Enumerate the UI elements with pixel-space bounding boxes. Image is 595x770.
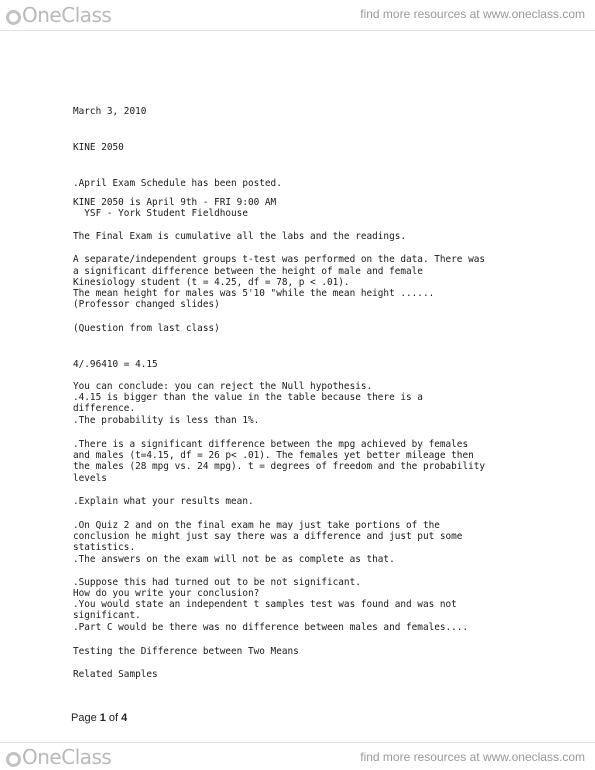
text-line: 4/.96410 = 4.15 <box>73 359 158 370</box>
text-line: The Final Exam is cumulative all the labs and the readings. <box>73 231 407 242</box>
text-line: .On Quiz 2 and on the final exam he may just take portions of the <box>73 520 440 531</box>
footer-logo-text: OneClass <box>22 745 112 769</box>
text-line: The mean height for males was 5'10 "while the mean height ...... <box>73 288 435 299</box>
text-line: the males (28 mpg vs. 24 mpg). t = degrees of freedom and the probability <box>73 461 486 472</box>
text-line: (Question from last class) <box>73 323 220 334</box>
text-line: statistics. <box>73 542 136 553</box>
text-line: Related Samples <box>73 669 158 680</box>
text-line: KINE 2050 is April 9th - FRI 9:00 AM <box>73 197 277 208</box>
text-line: (Professor changed slides) <box>73 299 220 310</box>
text-line: significant. <box>73 610 141 621</box>
text-line: .4.15 is bigger than the value in the table because there is a <box>73 392 423 403</box>
text-line: March 3, 2010 <box>73 106 147 117</box>
page-header <box>0 0 595 30</box>
page-footer <box>0 743 595 770</box>
page-prefix: Page <box>71 712 100 724</box>
oneclass-logo-icon <box>6 10 21 25</box>
header-divider <box>0 30 595 31</box>
text-line: YSF - York Student Fieldhouse <box>73 208 248 219</box>
text-line: .The probability is less than 1%. <box>73 415 260 426</box>
text-line: .There is a significant difference between the mpg achieved by females <box>73 439 469 450</box>
find-more-link[interactable]: find more resources at www.oneclass.com <box>360 7 585 21</box>
text-line: You can conclude: you can reject the Null hypothesis. <box>73 381 373 392</box>
text-line: Kinesiology student (t = 4.25, df = 78, p < .01). <box>73 277 350 288</box>
text-line: Testing the Difference between Two Means <box>73 646 299 657</box>
page-current: 1 <box>99 712 106 724</box>
page-total: 4 <box>121 712 128 724</box>
text-line: levels <box>73 473 107 484</box>
oneclass-footer-logo-icon <box>6 752 21 767</box>
text-line: .April Exam Schedule has been posted. <box>73 178 282 189</box>
text-line: a significant difference between the height of male and female <box>73 266 423 277</box>
text-line: .Part C would be there was no difference between males and females.... <box>73 622 469 633</box>
page-of: of <box>105 712 122 724</box>
text-line: How do you write your conclusion? <box>73 588 260 599</box>
oneclass-logo[interactable] <box>6 3 111 27</box>
text-line: A separate/independent groups t-test was performed on the data. There was <box>73 254 486 265</box>
footer-find-more-link[interactable]: find more resources at www.oneclass.com <box>360 750 585 764</box>
logo-text: OneClass <box>22 3 112 27</box>
page-number <box>71 712 127 724</box>
text-line: .Explain what your results mean. <box>73 496 254 507</box>
text-line: and males (t=4.15, df = 26 p< .01). The females yet better mileage then <box>73 450 474 461</box>
text-line: difference. <box>73 403 136 414</box>
text-line: KINE 2050 <box>73 142 124 153</box>
oneclass-footer-logo[interactable] <box>6 745 111 769</box>
text-line: conclusion he might just say there was a difference and just put some <box>73 531 463 542</box>
text-line: .The answers on the exam will not be as complete as that. <box>73 554 395 565</box>
text-line: .Suppose this had turned out to be not significant. <box>73 577 361 588</box>
text-line: .You would state an independent t samples test was found and was not <box>73 599 457 610</box>
